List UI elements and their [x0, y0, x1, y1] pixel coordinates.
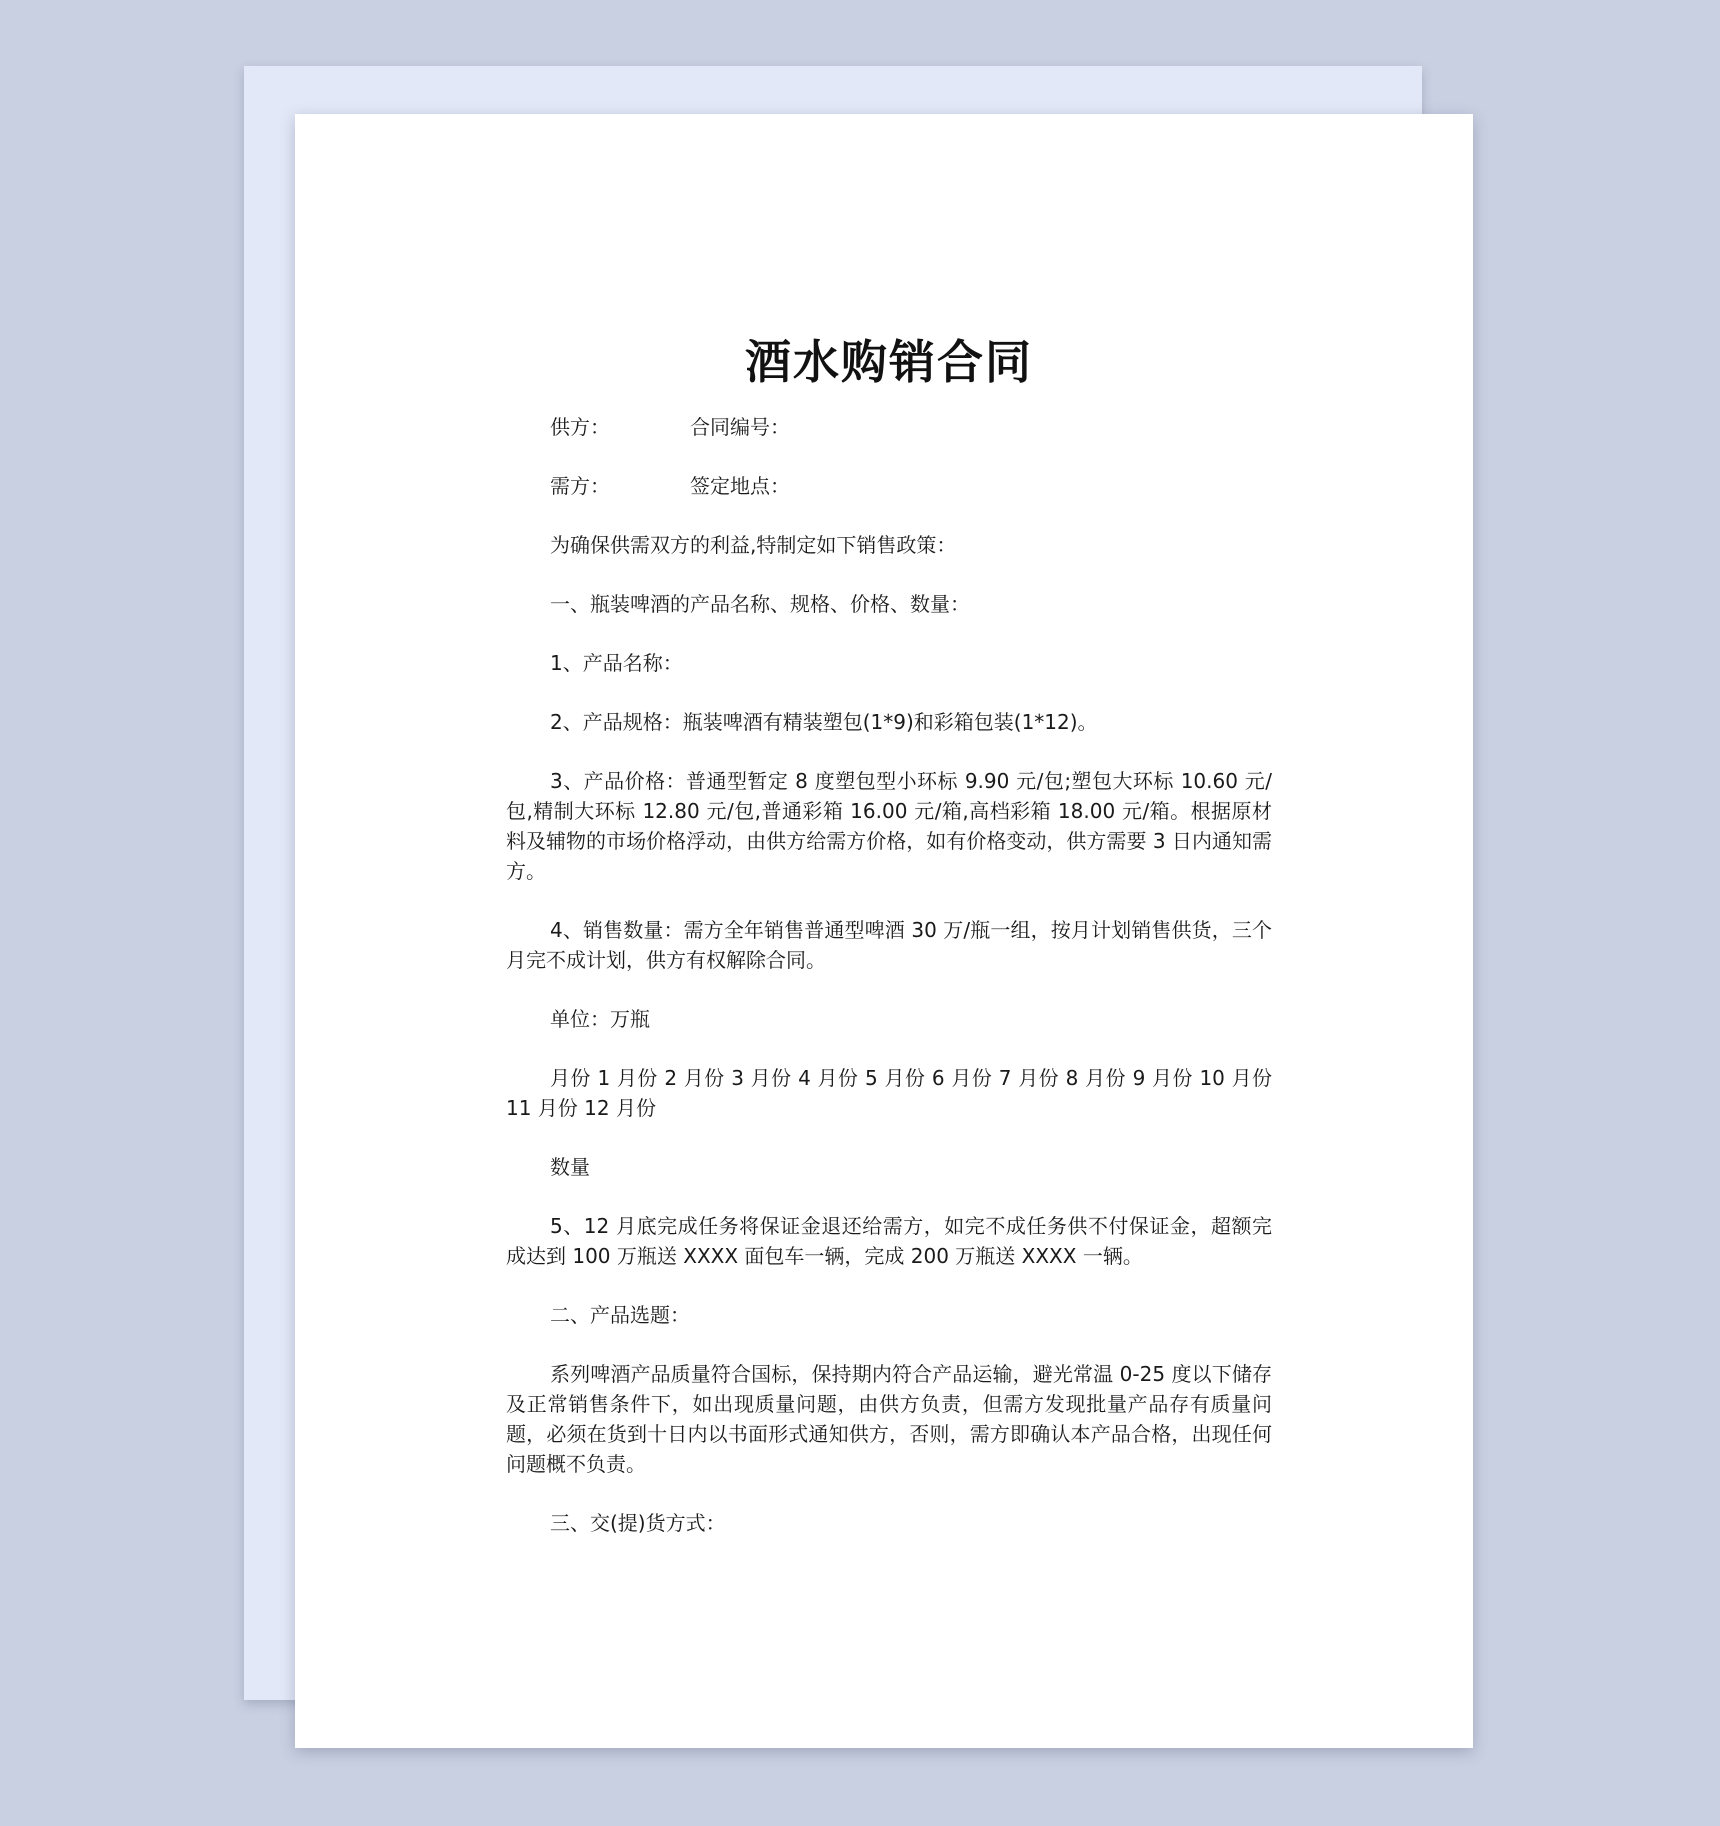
document-content [506, 334, 1279, 1538]
quality-paragraph: 系列啤酒产品质量符合国标，保持期内符合产品运输，避光常温 0-25 度以下储存及正常销售条件下，如出现质量问题，由供方负责，但需方发现批量产品存有质量问题，必须在货到十日内以书面形式通知供方，否则，需方即确认本产品合格，出现任何问题概不负责。 [506, 1362, 1272, 1476]
contract-number-label: 合同编号： [690, 415, 790, 439]
clause-sales-quantity: 4、销售数量：需方全年销售普通型啤酒 30 万/瓶一组，按月计划销售供货，三个月完不成计划，供方有权解除合同。 [506, 918, 1272, 972]
supplier-row [550, 412, 1272, 442]
unit-line: 单位：万瓶 [550, 1007, 650, 1031]
months-line: 月份 1 月份 2 月份 3 月份 4 月份 5 月份 6 月份 7 月份 8 月份 9 月份 10 月份 11 月份 12 月份 [506, 1066, 1279, 1120]
section-1-heading: 一、瓶装啤酒的产品名称、规格、价格、数量： [550, 592, 970, 616]
clause-product-spec: 2、产品规格：瓶装啤酒有精装塑包(1*9)和彩箱包装(1*12)。 [550, 710, 1098, 734]
supplier-label: 供方： [550, 415, 610, 439]
clause-product-price: 3、产品价格：普通型暂定 8 度塑包型小环标 9.90 元/包;塑包大环标 10.60 元/包,精制大环标 12.80 元/包,普通彩箱 16.00 元/箱,高档彩箱 18.00 元/箱。根据原材料及辅物的市场价格浮动，由供方给需方价格，如有价格变动，供方需要 3 日内通知需方。 [506, 769, 1272, 883]
clause-product-name: 1、产品名称： [550, 651, 683, 675]
section-3-heading: 三、交(提)货方式： [550, 1511, 726, 1535]
buyer-label: 需方： [550, 474, 610, 498]
intro-paragraph: 为确保供需双方的利益,特制定如下销售政策： [550, 533, 957, 557]
document-title: 酒水购销合同 [745, 335, 1033, 389]
document-page [295, 114, 1473, 1748]
buyer-row [550, 471, 1272, 501]
signing-place-label: 签定地点： [690, 474, 790, 498]
clause-deposit: 5、12 月底完成任务将保证金退还给需方，如完不成任务供不付保证金，超额完成达到 100 万瓶送 XXXX 面包车一辆，完成 200 万瓶送 XXXX 一辆。 [506, 1214, 1272, 1268]
section-2-heading: 二、产品选题： [550, 1303, 690, 1327]
quantity-line: 数量 [550, 1155, 590, 1179]
